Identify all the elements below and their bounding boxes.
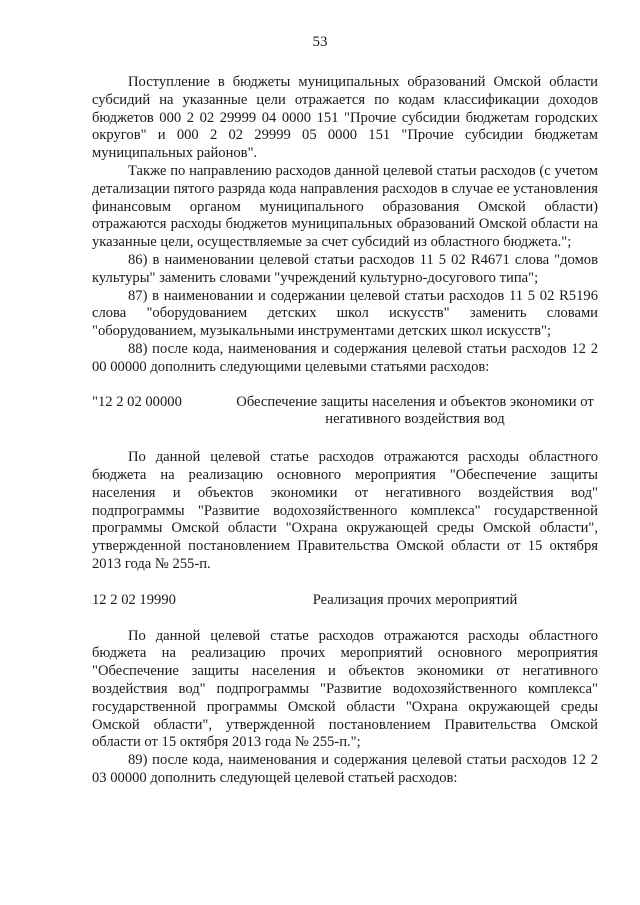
- target-article-code: "12 2 02 00000: [92, 393, 182, 410]
- paragraph-item-89: 89) после кода, наименования и содержания целевой статьи расходов 12 2 03 00000 дополнить следующей целевой статьей расходов:: [92, 752, 598, 786]
- page-number: 53: [312, 34, 328, 50]
- target-article-description: По данной целевой статье расходов отражаются расходы областного бюджета на реализацию основного мероприятия "Обеспечение защиты населения и объектов экономики от негативного воздействия вод" подпрограммы "Развитие водохозяйственного комплекса" государственной программы Омской области "Охрана окружающей среды Омской области", утвержденной постановлением Правительства Омской области от 15 октября 2013 года № 255-п.: [92, 449, 598, 572]
- paragraph-item-88: 88) после кода, наименования и содержания целевой статьи расходов 12 2 00 00000 дополнить следующими целевыми статьями расходов:: [92, 340, 598, 375]
- target-article-title: Реализация прочих мероприятий: [312, 591, 518, 608]
- target-article-title: Обеспечение защиты населения и объектов экономики от негативного воздействия вод: [236, 393, 594, 428]
- target-article-description: По данной целевой статье расходов отражаются расходы областного бюджета на реализацию прочих мероприятий основного мероприятия "Обеспечение защиты населения и объектов экономики от негативного воздействия вод" подпрограммы "Развитие водохозяйственного комплекса" государственной программы Омской области "Охрана окружающей среды Омской области", утвержденной постановлением Правительства Омской области от 15 октября 2013 года № 255-п.";: [92, 627, 598, 751]
- document-body: [92, 60, 598, 788]
- target-article-heading: [92, 592, 598, 610]
- paragraph-expenses-direction: Также по направлению расходов данной целевой статьи расходов (с учетом детализации пятого разряда кода направления расходов в случае ее установления финансовым органом муниципального образования Омской области) отражаются расходы бюджетов муниципальных образований Омской области на указанные цели, осуществляемые за счет субсидий из областного бюджета.";: [92, 162, 598, 251]
- target-article-heading: [92, 394, 598, 430]
- paragraph-revenue-classification: Поступление в бюджеты муниципальных образований Омской области субсидий на указанные цели отражается по кодам классификации доходов бюджетов 000 2 02 29999 04 0000 151 "Прочие субсидии бюджетам городских округов" и 000 2 02 29999 05 0000 151 "Прочие субсидии бюджетам муниципальных районов".: [92, 74, 598, 162]
- paragraph-item-86: 86) в наименовании целевой статьи расходов 11 5 02 R4671 слова "домов культуры" заменить словами "учреждений культурно-досугового типа";: [92, 251, 598, 286]
- paragraph-item-87: 87) в наименовании и содержании целевой статьи расходов 11 5 02 R5196 слова "оборудованием детских школ искусств" заменить словами "оборудованием, музыкальными инструментами детских школ искусств";: [92, 287, 598, 340]
- target-article-code: 12 2 02 19990: [92, 591, 176, 608]
